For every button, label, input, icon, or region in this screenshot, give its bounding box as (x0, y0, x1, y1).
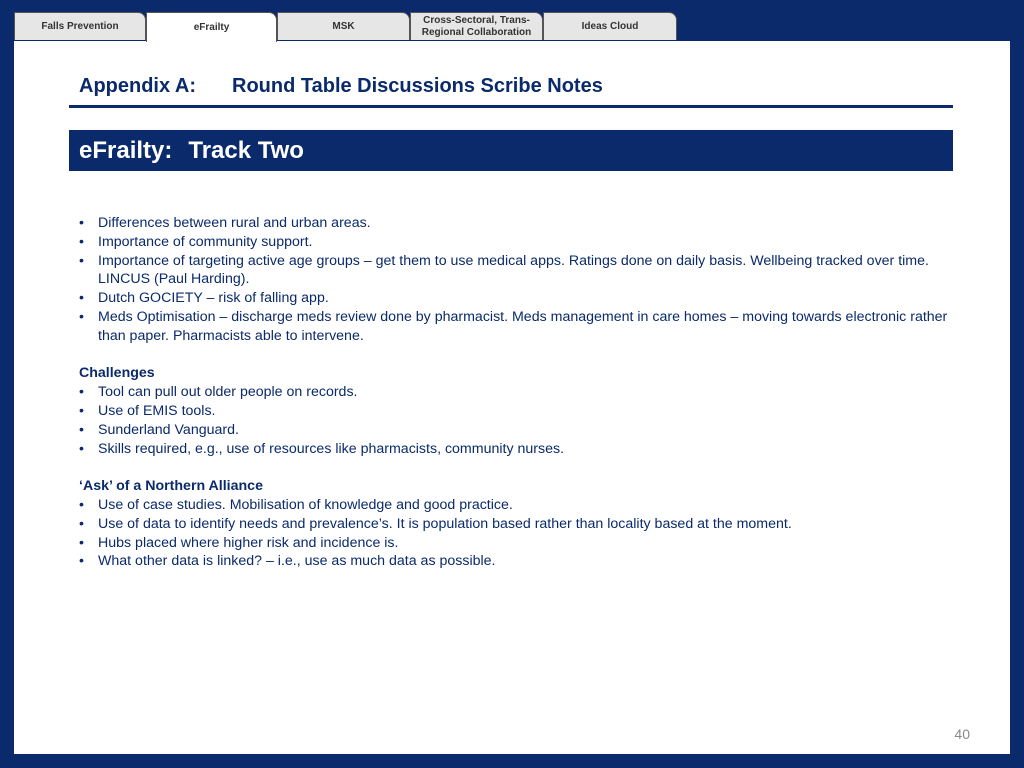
list-item: • Skills required, e.g., use of resources like pharmacists, community nurses. (79, 440, 959, 459)
challenges-heading: Challenges (79, 365, 155, 382)
notes-body (79, 214, 959, 571)
title-text: Round Table Discussions Scribe Notes (232, 75, 603, 97)
list-item: • Dutch GOCIETY – risk of falling app. (79, 289, 959, 308)
list-item: • Differences between rural and urban areas. (79, 214, 959, 233)
page-title (79, 75, 952, 98)
tab-msk[interactable]: MSK (277, 12, 410, 40)
banner-label: eFrailty: (79, 136, 173, 164)
page-number: 40 (954, 726, 970, 742)
challenges-list (79, 383, 959, 458)
tab-cross-sectoral[interactable]: Cross-Sectoral, Trans-Regional Collaboration (410, 12, 543, 40)
ask-list (79, 496, 959, 571)
appendix-label: Appendix A: (79, 75, 197, 97)
list-item: • What other data is linked? – i.e., use as much data as possible. (79, 552, 959, 571)
section-banner (69, 130, 953, 171)
notes-list (79, 214, 959, 346)
list-item: • Use of case studies. Mobilisation of knowledge and good practice. (79, 496, 959, 515)
list-item: • Importance of targeting active age groups – get them to use medical apps. Ratings done on daily basis. Wellbeing tracked over time. LINCUS (Paul Harding). (79, 252, 959, 290)
list-item: • Hubs placed where higher risk and incidence is. (79, 534, 959, 553)
banner-track: Track Two (188, 136, 304, 164)
tab-ideas-cloud[interactable]: Ideas Cloud (543, 12, 677, 40)
list-item: • Meds Optimisation – discharge meds review done by pharmacist. Meds management in care homes – moving towards electronic rather than paper. Pharmacists able to intervene. (79, 308, 959, 346)
list-item: • Use of EMIS tools. (79, 402, 959, 421)
list-item: • Tool can pull out older people on records. (79, 383, 959, 402)
list-item: • Sunderland Vanguard. (79, 421, 959, 440)
ask-heading: ‘Ask’ of a Northern Alliance (79, 478, 263, 495)
slide-panel (14, 41, 1010, 754)
list-item: • Importance of community support. (79, 233, 959, 252)
tab-efrailty[interactable]: eFrailty (146, 12, 277, 42)
tab-falls-prevention[interactable]: Falls Prevention (14, 12, 146, 40)
list-item: • Use of data to identify needs and prevalence’s. It is population based rather than locality based at the moment. (79, 515, 959, 534)
title-divider (69, 105, 953, 108)
